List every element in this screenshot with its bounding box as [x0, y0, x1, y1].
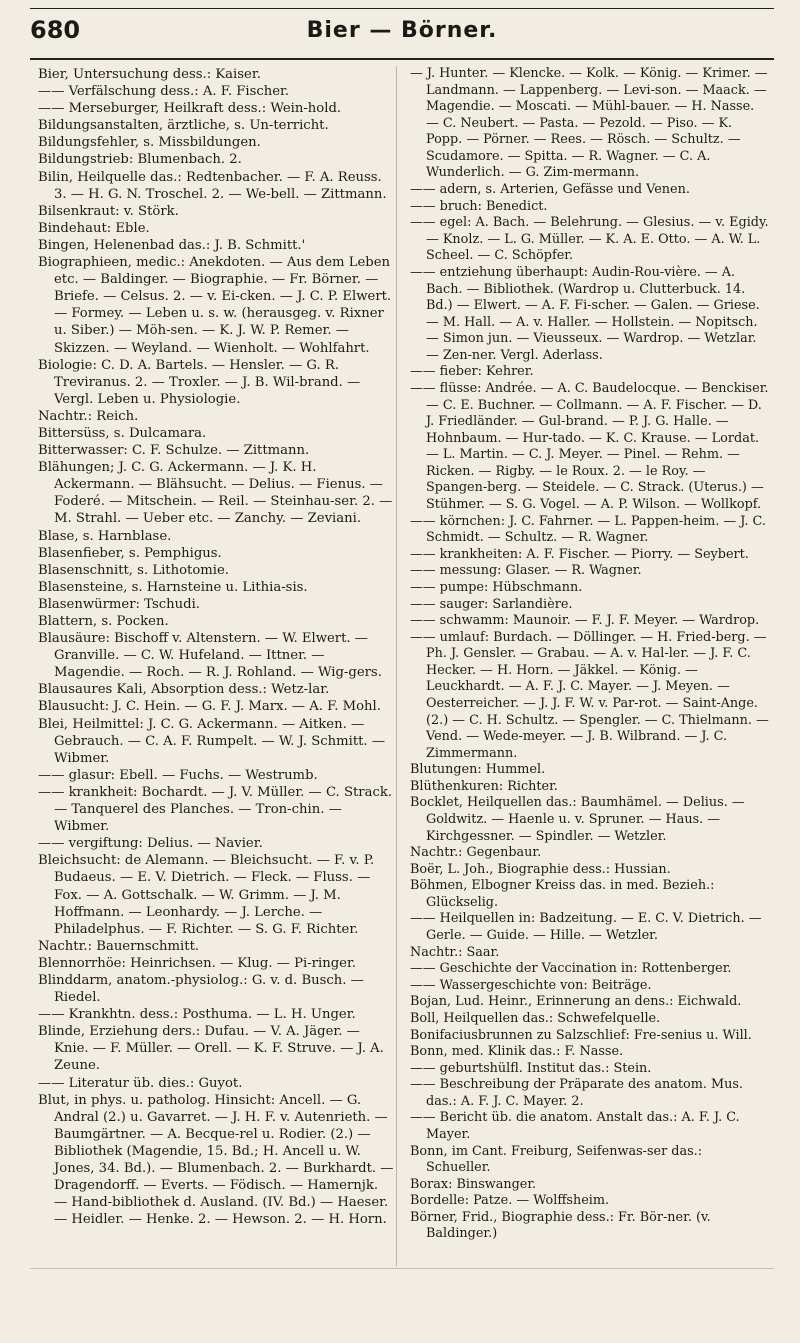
index-entry: Blähungen; J. C. G. Ackermann. — J. K. H. Ackermann. — Blähsucht. — Delius. — Fienus. — Foderé. — Mitschein. — Reil. — Steinhau-ser. 2. — M. Strahl. — Ueber etc. — Zanchy. — Zeviani.: [38, 460, 393, 527]
index-entry: —— krankheit: Bochardt. — J. V. Müller. — C. Strack. — Tanquerel des Planches. — Tron-chin. — Wibmer.: [38, 784, 393, 835]
index-entry: Bocklet, Heilquellen das.: Baumhämel. — Delius. — Goldwitz. — Haenle u. v. Spruner. — Haus. — Kirchgessner. — Spindler. — Wetzler.: [410, 795, 745, 844]
index-entry: Blausaures Kali, Absorption dess.: Wetz-lar.: [38, 682, 330, 698]
index-entry: —— krankheiten: A. F. Fischer. — Piorry. — Seybert.: [410, 546, 749, 562]
index-entry: Bindehaut: Eble.: [38, 220, 150, 236]
index-entry: Bier, Untersuchung dess.: Kaiser.: [38, 67, 261, 82]
index-entry: Blausucht: J. C. Hein. — G. F. J. Marx. — A. F. Mohl.: [38, 699, 381, 715]
top-border-rule: [30, 8, 774, 9]
index-entry: Blasenwürmer: Tschudi.: [38, 596, 200, 612]
page-header: [30, 14, 774, 50]
index-entry: —— Beschreibung der Präparate des anatom. Mus. das.: A. F. J. C. Mayer. 2.: [410, 1077, 743, 1109]
bottom-rule: [30, 1268, 774, 1269]
index-entry: —— Geschichte der Vaccination in: Rottenberger.: [410, 961, 732, 977]
index-entry: — J. Hunter. — Klencke. — Kolk. — König. — Krimer. — Landmann. — Lappenberg. — Levi-son. — Maack. — Magendie. — Moscati. — Mühl-bauer. — H. Nasse. — C. Neubert. — Pasta. — Pezold. — Piso. — K. Popp. — Pörner. — Rees. — Rösch. — Schultz. — Scudamore. — Spitta. — R. Wagner. — C. A. Wunderlich. — G. Zim-mermann.: [410, 66, 768, 181]
index-entry: Bittersüss, s. Dulcamara.: [38, 425, 207, 441]
index-entry: —— bruch: Benedict.: [410, 198, 548, 214]
index-entry: —— körnchen: J. C. Fahrner. — L. Pappen-heim. — J. C. Schmidt. — Schultz. — R. Wagner.: [410, 513, 766, 546]
index-entry: Blei, Heilmittel: J. C. G. Ackermann. — Aitken. — Gebrauch. — C. A. F. Rumpelt. — W. J. Schmitt. — Wibmer.: [38, 716, 386, 766]
index-entry: —— glasur: Ebell. — Fuchs. — Westrumb.: [38, 767, 318, 783]
index-entry: —— Heilquellen in: Badzeitung. — E. C. V. Dietrich. — Gerle. — Guide. — Hille. — Wetzler.: [410, 911, 762, 944]
running-head: Bier — Börner.: [306, 18, 498, 43]
index-entry: Blasenschnitt, s. Lithotomie.: [38, 562, 229, 578]
index-entry: Bonifaciusbrunnen zu Salzschlief: Fre-senius u. Will.: [410, 1027, 752, 1043]
index-entry: Biologie: C. D. A. Bartels. — Hensler. — G. R. Treviranus. 2. — Troxler. — J. B. Wil-brand. — Vergl. Leben u. Physiologie.: [38, 357, 361, 407]
index-entry: Blutungen: Hummel.: [410, 762, 546, 778]
page-number: 680: [30, 16, 81, 44]
right-column: [410, 66, 770, 1243]
index-entry: Blinddarm, anatom.-physiolog.: G. v. d. Busch. — Riedel.: [38, 972, 364, 1006]
index-entry: Blasenfieber, s. Pemphigus.: [38, 545, 222, 561]
index-entry: Blut, in phys. u. patholog. Hinsicht: Ancell. — G. Andral (2.) u. Gavarret. — J. H. F. v. Autenrieth. — Baumgärtner. — A. Becque-rel u. Rodier. (2.) — Bibliothek (Magendie, 15. Bd.; H. Ancell u. W. Jones, 34. Bd.). — Blumenbach. 2. — Burkhardt. — Dragendorff. — Everts. — Födisch. — Hamernjk. — Hand-bibliothek d. Ausland. (IV. Bd.) — Haeser. — Heidler. — Henke. 2. — Hewson. 2. — H. Horn.: [38, 1092, 394, 1228]
index-entry: Bojan, Lud. Heinr., Erinnerung an dens.: Eichwald.: [410, 994, 742, 1010]
index-entry: Nachtr.: Reich.: [38, 408, 139, 424]
index-entry: Bilsenkraut: v. Störk.: [38, 203, 179, 219]
left-column: [38, 66, 394, 1228]
index-entry: Blattern, s. Pocken.: [38, 614, 169, 629]
index-entry: Boër, L. Joh., Biographie dess.: Hussian.: [410, 861, 671, 877]
index-entry: Bilin, Heilquelle das.: Redtenbacher. — F. A. Reuss. 3. — H. G. N. Troschel. 2. — We-bell. — Zittmann.: [38, 169, 387, 202]
index-entry: —— pumpe: Hübschmann.: [410, 579, 583, 595]
index-entry: Borax: Binswanger.: [410, 1176, 537, 1192]
index-entry: —— adern, s. Arterien, Gefässe und Venen.: [410, 182, 690, 198]
index-entry: —— flüsse: Andrée. — A. C. Baudelocque. — Benckiser. — C. E. Buchner. — Collmann. — A. F. Fischer. — D. J. Friedländer. — Gul-brand. — P. J. G. Halle. — Hohnbaum. — Hur-tado. — K. C. Krause. — Lordat. — L. Martin. — C. J. Meyer. — Pinel. — Rehm. — Ricken. — Rigby. — le Roux. 2. — le Roy. — Spangen-berg. — Steidele. — C. Strack. (Uterus.) — Stühmer. — S. G. Vogel. — A. P. Wilson. — Wollkopf.: [410, 380, 769, 513]
index-entry: —— Literatur üb. dies.: Guyot.: [38, 1075, 243, 1091]
index-entry: —— geburtshülfl. Institut das.: Stein.: [410, 1060, 652, 1076]
index-entry: Blennorrhöe: Heinrichsen. — Klug. — Pi-ringer.: [38, 955, 356, 971]
index-entry: —— Merseburger, Heilkraft dess.: Wein-hold.: [38, 101, 342, 117]
index-entry: Bildungstrieb: Blumenbach. 2.: [38, 152, 242, 168]
index-entry: Bleichsucht: de Alemann. — Bleichsucht. — F. v. P. Budaeus. — E. V. Dietrich. — Fleck. — Fluss. — Fox. — A. Gottschalk. — W. Grimm. — J. M. Hoffmann. — Leonhardy. — J. Lerche. — Philadelphus. — F. Richter. — S. G. F. Richter.: [38, 853, 375, 937]
index-entry: Nachtr.: Saar.: [410, 944, 500, 960]
column-divider: [396, 66, 397, 1266]
index-entry: —— entziehung überhaupt: Audin-Rou-vière. — A. Bach. — Bibliothek. (Wardrop u. Clutterbuck. 14. Bd.) — Elwert. — A. F. Fi-scher. — Galen. — Griese. — M. Hall. — A. v. Haller. — Hollstein. — Nopitsch. — Simon jun. — Vieusseux. — Wardrop. — Wetzlar. — Zen-ner. Vergl. Aderlass.: [410, 264, 760, 363]
index-entry: Biographieen, medic.: Anekdoten. — Aus dem Leben etc. — Baldinger. — Biographie. — Fr. Börner. — Briefe. — Celsus. 2. — v. Ei-cken. — J. C. P. Elwert. — Formey. — Leben u. s. w. (herausgeg. v. Rixner u. Siber.) — Möh-sen. — K. J. W. P. Remer. — Skizzen. — Weyland. — Wienholt. — Wohlfahrt.: [38, 255, 392, 356]
header-rule: [30, 58, 774, 60]
index-entry: Boll, Heilquellen das.: Schwefelquelle.: [410, 1010, 661, 1026]
index-entry: Bingen, Helenenbad das.: J. B. Schmitt.': [38, 237, 306, 253]
index-entry: —— umlauf: Burdach. — Döllinger. — H. Fried-berg. — Ph. J. Gensler. — Grabau. — A. v. Hal-ler. — J. F. C. Hecker. — H. Horn. — Jäkkel. — König. — Leuckhardt. — A. F. J. C. Mayer. — J. Meyen. — Oesterreicher. — J. J. F. W. v. Par-rot. — Saint-Ange. (2.) — C. H. Schultz. — Spengler. — C. Thielmann. — Vend. — Wede-meyer. — J. B. Wilbrand. — J. C. Zimmermann.: [410, 629, 769, 761]
index-entry: —— fieber: Kehrer.: [410, 364, 534, 380]
index-entry: Bonn, im Cant. Freiburg, Seifenwas-ser das.: Schueller.: [410, 1143, 703, 1176]
index-entry: —— schwamm: Maunoir. — F. J. F. Meyer. — Wardrop.: [410, 613, 760, 629]
index-entry: —— Bericht üb. die anatom. Anstalt das.: A. F. J. C. Mayer.: [410, 1110, 740, 1142]
index-entry: Nachtr.: Gegenbaur.: [410, 845, 542, 861]
index-entry: Blausäure: Bischoff v. Altenstern. — W. Elwert. — Granville. — C. W. Hufeland. — Ittner. — Magendie. — Roch. — R. J. Rohland. — Wig-gers.: [38, 631, 382, 681]
index-entry: —— Wassergeschichte von: Beiträge.: [410, 977, 652, 993]
index-entry: Bildungsanstalten, ärztliche, s. Un-terricht.: [38, 118, 329, 134]
index-entry: Böhmen, Elbogner Kreiss das. in med. Bezieh.: Glückselig.: [410, 878, 715, 910]
index-entry: —— egel: A. Bach. — Belehrung. — Glesius. — v. Egidy. — Knolz. — L. G. Müller. — K. A. E. Otto. — A. W. L. Scheel. — C. Schöpfer.: [410, 215, 769, 264]
index-entry: Blase, s. Harnblase.: [38, 528, 172, 544]
index-entry: —— Krankhtn. dess.: Posthuma. — L. H. Unger.: [38, 1007, 356, 1023]
index-entry: Bildungsfehler, s. Missbildungen.: [38, 135, 261, 151]
index-entry: Blasensteine, s. Harnsteine u. Lithia-sis.: [38, 579, 308, 595]
index-entry: —— sauger: Sarlandière.: [410, 596, 573, 612]
index-entry: Bordelle: Patze. — Wolffsheim.: [410, 1193, 610, 1209]
index-entry: —— messung: Glaser. — R. Wagner.: [410, 563, 642, 579]
index-entry: Bitterwasser: C. F. Schulze. — Zittmann.: [38, 443, 310, 459]
index-entry: Blüthenkuren: Richter.: [410, 778, 558, 794]
index-entry: Nachtr.: Bauernschmitt.: [38, 938, 200, 954]
index-entry: Blinde, Erziehung ders.: Dufau. — V. A. Jäger. — Knie. — F. Müller. — Orell. — K. F. Struve. — J. A. Zeune.: [38, 1024, 384, 1074]
index-entry: —— vergiftung: Delius. — Navier.: [38, 836, 263, 852]
index-entry: Börner, Frid., Biographie dess.: Fr. Bör-ner. (v. Baldinger.): [410, 1209, 711, 1242]
index-entry: —— Verfälschung dess.: A. F. Fischer.: [38, 84, 290, 100]
index-entry: Bonn, med. Klinik das.: F. Nasse.: [410, 1044, 624, 1060]
